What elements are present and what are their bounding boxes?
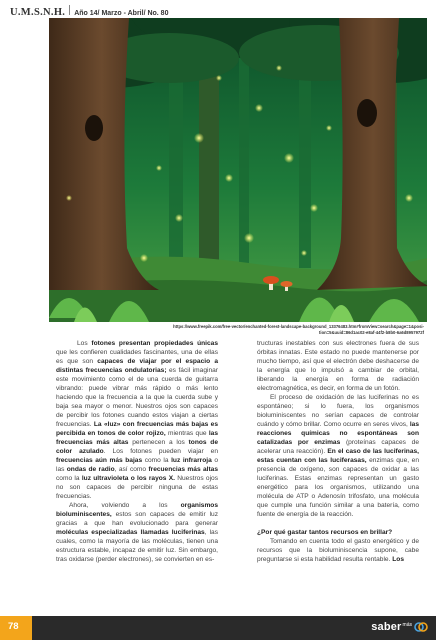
enchanted-forest-illustration [49,18,427,322]
header-divider [69,5,70,15]
bold-text-run: ondas de radio [66,466,115,473]
bold-text-run: luz infrarroja [171,457,212,464]
bold-text-run: las reacciones químicas no espontáneas son catalizadas por enzimas [257,421,419,446]
bold-text-run: En el caso de las luciferinas, estas cuentan con las luciferasas, [257,448,419,464]
bold-text-run: capaces de viajar por el espacio a distintas frecuencias ondulatorias; [56,358,218,374]
text-run: , así como [114,466,149,473]
text-run: Tomando en cuenta todo el gasto energético y de recursos que la bioluminiscencia supone, cabe preguntarse si esta habilidad resulta rentable. [257,538,419,563]
text-run: es fácil imaginar este movimiento como el de una cuerda de guitarra vibrando: puede vibrar más rápido o más lento haciendo que la frecuencia a la que la cuerda sube y baja sea mayor o menor. Nuestros ojos son capaces de percibir los fotones cuando estos viajan a ciertas frecuencias. [56,367,218,428]
bold-text-run: La «luz» con frecuencias más bajas es percibida en tonos de color rojizo, [56,421,218,437]
text-run: pertenecen a los [128,439,189,446]
text-run: Nuestros ojos no son capaces de percibir ninguna de estas frecuencias. [56,475,218,500]
text-run: enzimas que, en presencia de oxígeno, son capaces de oxidar a las luciferinas. Estas enzimas representan un gasto energético para los organismos, utilizando una molécula de ATP o Adenosín trifosfato, una molécula que cumple una función similar a una batería, como fuente de energía de la reacción. [257,457,419,518]
page-number-badge [0,616,32,640]
caption-line: https://www.freepik.com/free-vector/enchanted-forest-landscape-background_13376483.htm#fromView=search&page=1&posi- [173,324,424,329]
text-run: tructuras inestables con sus electrones fuera de sus órbitas innatas. Este estado no puede mantenerse por mucho tiempo, así que el electrón debe deshacerse de la energía que lo impulsó a cambiar de orbital, liberando la energía en forma de radiación electromagnética, es decir, en forma de un fotón. [257,340,419,392]
text-run: estos son capaces de emitir luz gracias a que han evolucionado para generar [56,511,218,527]
text-run: . Los fotones pueden viajar en [103,448,218,455]
text-column-left [56,339,218,564]
caption-line: tion=5&uuid=86d1ac02-e8af-44f2-b8b0-6a6d8957972f [319,330,424,335]
bold-text-run: las frecuencias más altas [56,430,218,446]
bold-text-run: frecuencias más altas [148,466,218,473]
text-run: como la [56,475,82,482]
text-run: como la [142,457,172,464]
bold-text-run: fotones presentan propiedades únicas [91,340,218,347]
section-question-heading: ¿Por qué gastar tantos recursos en brillar? [257,529,393,536]
text-run: Los [77,340,92,347]
text-run: que les confieren cualidades fascinantes, una de ellas es que son [56,349,218,365]
bold-text-run: organismos bioluminiscentes, [56,502,218,518]
text-run: (proteínas capaces de acelerar una reacción). [257,439,419,455]
bold-text-run: tonos de color azulado [56,439,219,455]
paragraph [257,339,419,393]
bold-text-run: Los [392,556,404,563]
journal-name: U.M.S.N.H. [10,7,66,18]
text-run: , las cuales, como la mayoría de las moléculas, tienen una estructura estable, incapaz de emitir luz. Sin embargo, tras oxidarse (perder electrones), se convierten en es- [56,529,219,563]
bold-text-run: moléculas especializadas llamadas luciferinas [56,529,205,536]
issue-info: Año 14/ Marzo - Abril/ No. 80 [74,10,169,17]
bold-text-run: frecuencias aún más bajas [56,457,143,464]
paragraph [56,501,218,564]
logo-mark-icon [414,620,428,634]
text-run: El proceso de oxidación de las luciferinas no es espontáneo; si lo fuera, los organismos bioluminiscentes no serían capaces de controlar cuándo y cómo brillar. Como ocurre en seres vivos, [257,394,419,428]
logo-text: saber [371,621,402,633]
page-footer [0,616,436,640]
text-run: o las [56,457,218,473]
paragraph [56,339,218,501]
image-credit-caption [54,324,424,336]
paragraph [257,537,419,564]
text-column-right [257,339,419,564]
bold-text-run: luz ultravioleta o los rayos X. [81,475,175,482]
saber-mas-logo [371,620,428,634]
page-number: 78 [8,621,19,632]
text-run: mientras que [165,430,209,437]
logo-superscript: más [402,621,412,628]
text-run: Ahora, volviendo a los [69,502,181,509]
paragraph [257,393,419,519]
